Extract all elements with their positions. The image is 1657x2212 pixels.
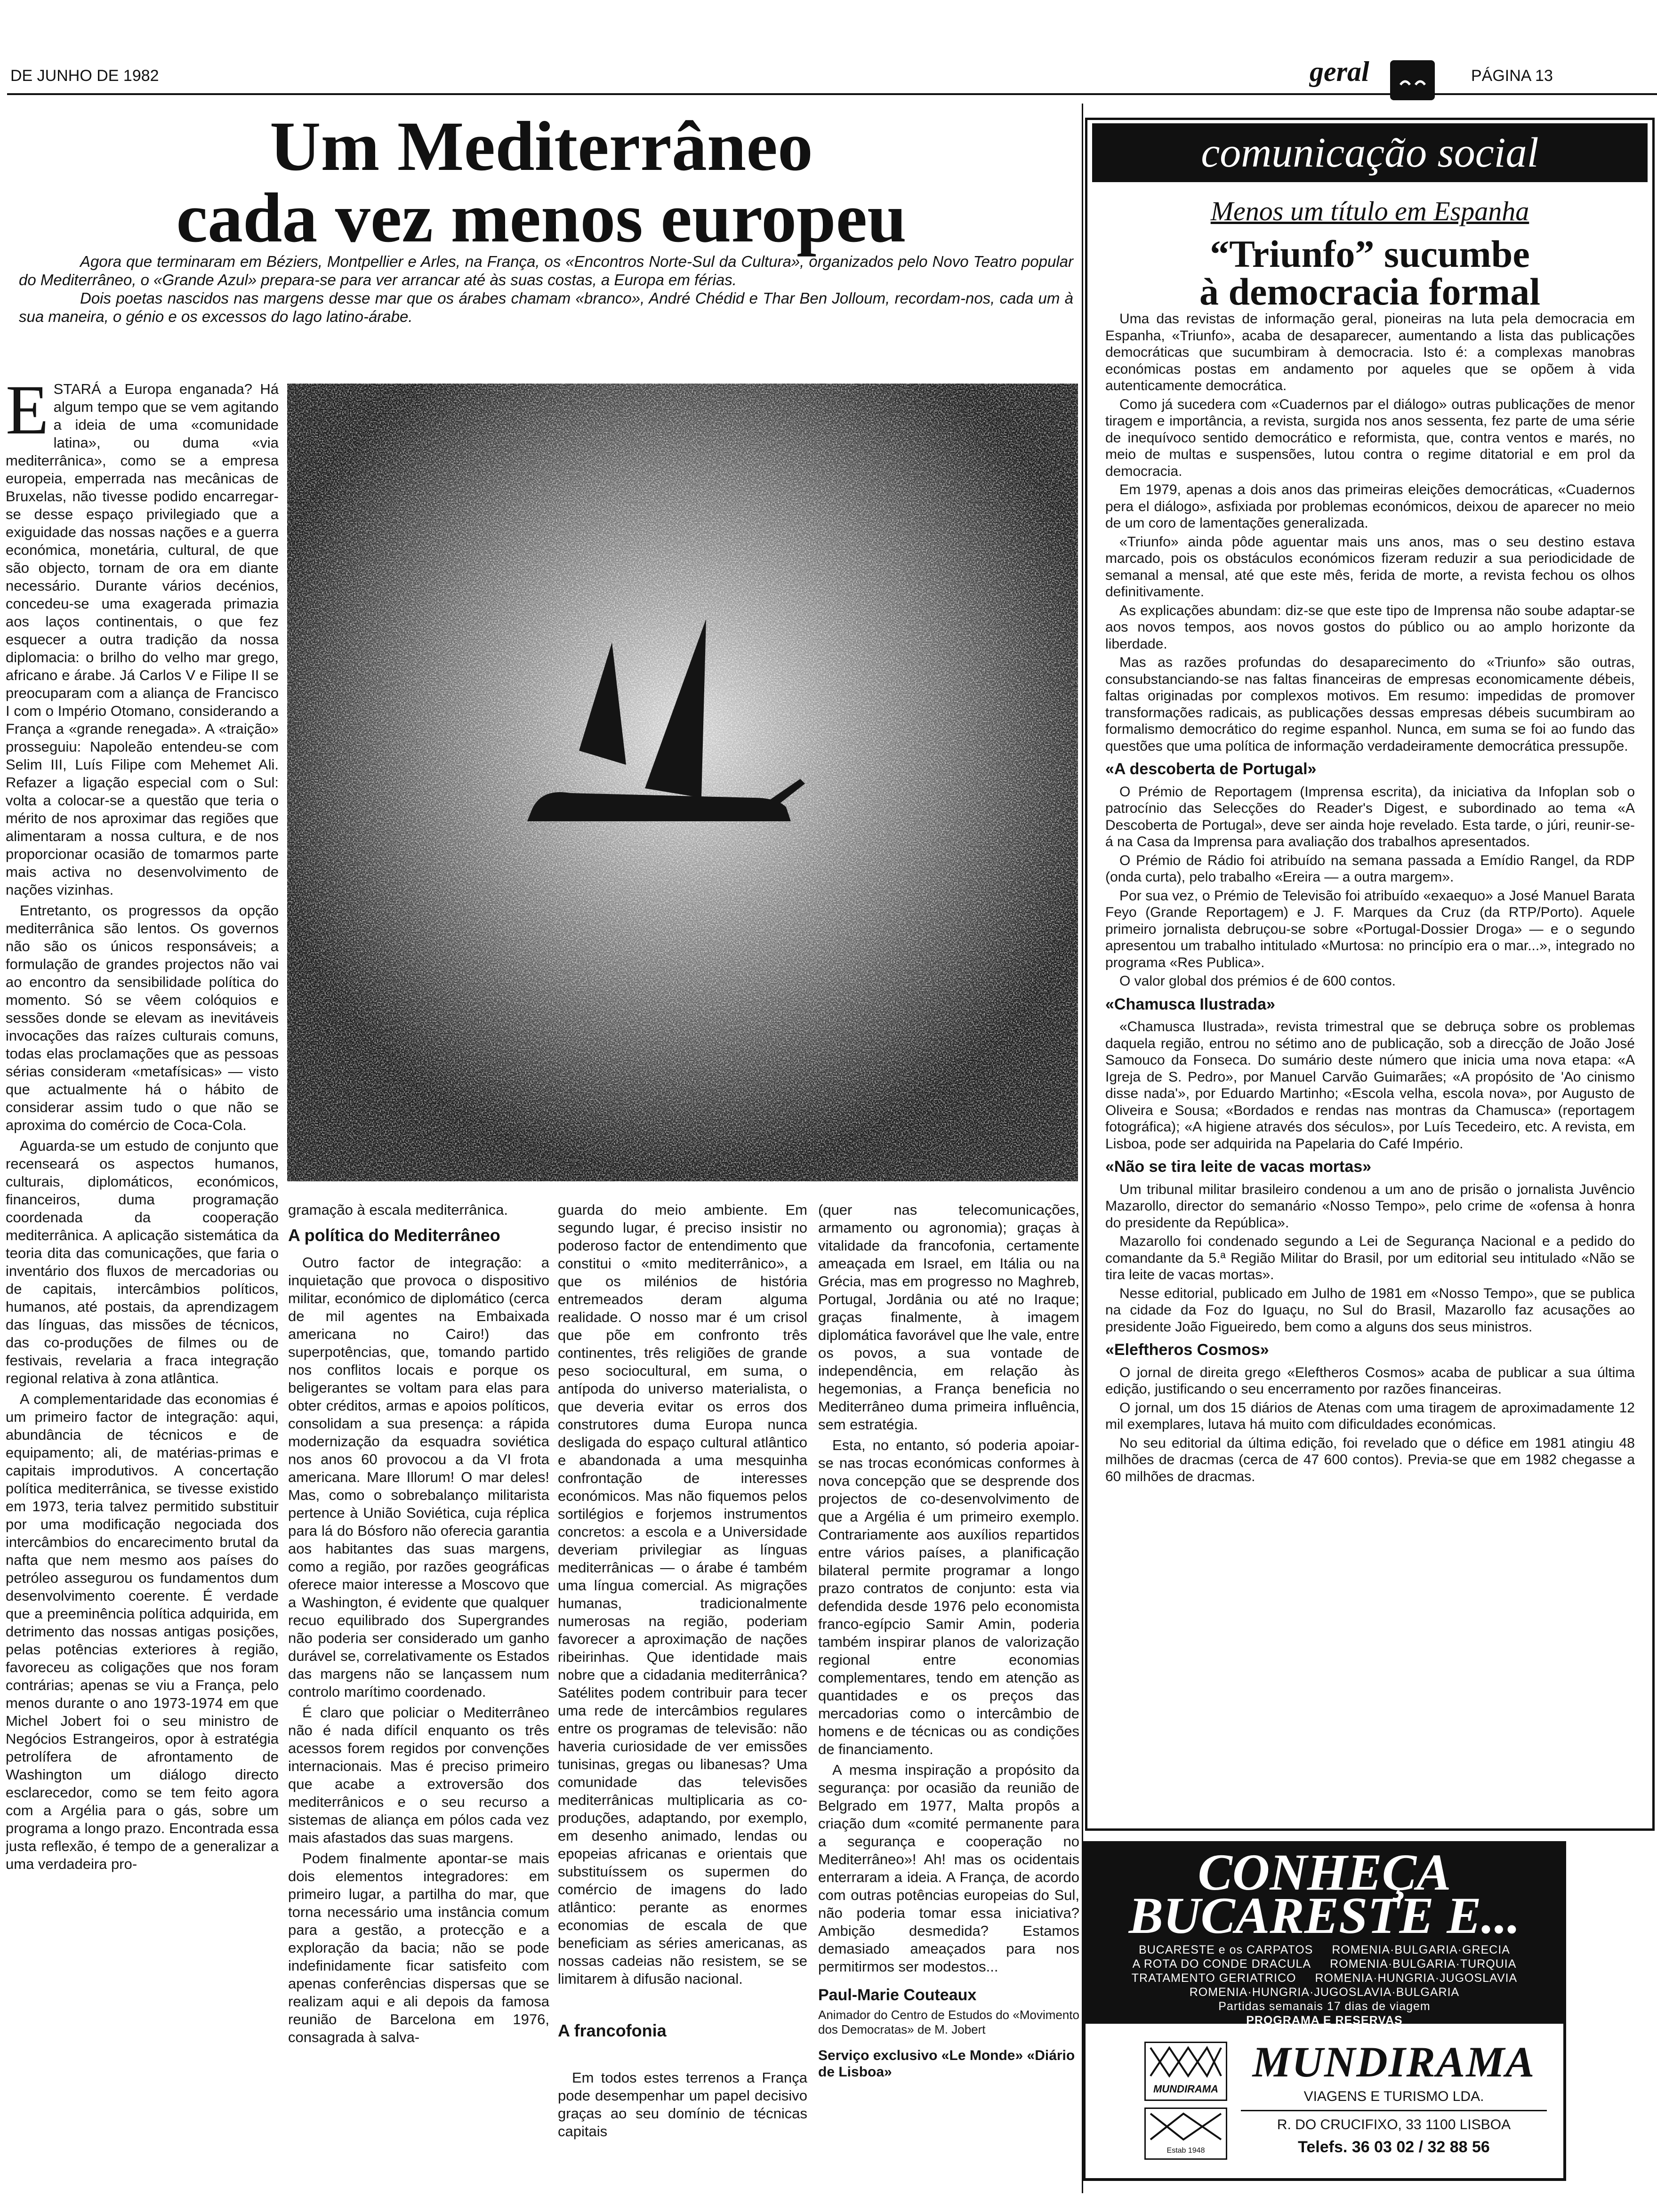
sidebar-kicker: Menos um título em Espanha	[1210, 196, 1529, 226]
sidebar-subheading: «Não se tira leite de vacas mortas»	[1105, 1158, 1372, 1176]
sidebar-paragraph: «Triunfo» ainda pôde aguentar mais uns anos, mas o seu destino estava marcado, pois os obstáculos económicos fizeram reduzir a sua periodicidade de semanal a mensal, até que este mês, ferida de morte, a revista fechou os olhos definitivamente.	[1105, 534, 1635, 600]
ad-tagline: VIAGENS E TURISMO LDA.	[1303, 2089, 1484, 2104]
sidebar-subheading: «Chamusca Ilustrada»	[1105, 995, 1275, 1013]
ad-destination: BUCARESTE e os CARPATOS	[1139, 1943, 1313, 1956]
sidebar-paragraph: No seu editorial da última edição, foi revelado que o défice em 1981 atingiu 48 milhões de dracmas (cerca de 47 600 contos). Previa-se que em 1982 chegasse a 60 milhões de dracmas.	[1105, 1435, 1635, 1484]
sailboat-photo	[287, 384, 1078, 1181]
issue-date: DE JUNHO DE 1982	[10, 67, 159, 85]
sidebar-paragraph: Um tribunal militar brasileiro condenou a um ano de prisão o jornalista Juvêncio Mazarollo, director do semanário «Nosso Tempo», pelo crime de «ofensa à honra do presidente da República».	[1105, 1181, 1635, 1231]
paragraph: Outro factor de integração: a inquietação que provoca o dispositivo militar, económico de diplomático (cerca de mil agentes na Embaixada americana no Cairo!) das superpotências, que, tomando partido nos conflitos locais e porque os beligerantes se voltam para elas para obter créditos, armas e apoios políticos, consolidam a sua presença: a rápida modernização da esquadra soviética nos anos 60 provocou a da VI frota americana. Mare Illorum! O mar deles! Mas, como o sobrebalanço militarista pertence à União Soviética, cuja réplica para lá do Bósforo não oferecia garantia aos habitantes das suas margens, como a região, por razões geográficas oferece maior interesse a Moscovo que a Washington, é evidente que qualquer recuo equilibrado dos Supergrandes não poderia ser considerado um ganho durável se, correlativamente os Estados das margens não se lançassem num controlo marítimo coordenado.	[288, 1254, 549, 1700]
paragraph: guarda do meio ambiente. Em segundo lugar, é preciso insistir no poderoso factor de entendimento que constitui o «mito mediterrânico», a que os milénios de história entremeados deram alguma realidade. O nosso mar é um crisol que põe em confronto três continentes, três religiões de grande peso sociocultural, em suma, o antípoda do universo materialista, o que deveria evitar os erros dos construtores duma Europa nunca desligada do espaço cultural atlântico e abandonada a uma mesquinha confrontação de interesses económicos. Mas não fiquemos pelos sortilégios e forjemos instrumentos concretos: a escola e a Universidade deveriam privilegiar as línguas mediterrânicas — o árabe é também uma língua comercial. As migrações humanas, tradicionalmente numerosas na região, poderiam favorecer a aproximação de nações ribeirinhas. Que identidade mais nobre que a cidadania mediterrânica? Satélites podem contribuir para tecer uma rede de intercâmbios regulares entre os programas de televisão: não haveria curiosidade de ver emissões tunisinas, gregas ou libanesas? Uma comunidade das televisões mediterrânicas multiplicaria as co-produções, adaptando, por exemplo, em desenho animado, lendas ou epopeias africanas e orientais que substituíssem os supermen do comércio de imagens do lado atlântico: perante as enormes economias de escala de que beneficiam as séries americanas, as nossas cadeias não resistem, se se limitarem à difusão nacional.	[558, 1202, 807, 1987]
sidebar-paragraph: O jornal, um dos 15 diários de Atenas com uma tiragem de aproximadamente 12 mil exemplares, lutava há muito com dificuldades económicas.	[1105, 1400, 1635, 1432]
service-credit: Serviço exclusivo «Le Monde» «Diário de Lisboa»	[818, 2048, 1075, 2080]
drop-cap: E	[6, 380, 49, 449]
article-lead	[19, 252, 1073, 326]
sidebar-subheading: «A descoberta de Portugal»	[1105, 760, 1317, 778]
sidebar-title	[1087, 232, 1652, 313]
ad-headline-line1: CONHEÇA	[1198, 1843, 1451, 1901]
ad-banner	[1086, 1843, 1563, 2027]
travel-advertisement	[1083, 1841, 1566, 2181]
sidebar-title-line2: à democracia formal	[1199, 270, 1541, 313]
sidebar-paragraph: As explicações abundam: diz-se que este tipo de Imprensa não soube adaptar-se aos novos tempos, aos novos gostos do público ou ao amplo horizonte da liberdade.	[1105, 602, 1635, 652]
header-rule	[7, 93, 1657, 95]
sidebar-paragraph: O Prémio de Reportagem (Imprensa escrita), da iniciativa da Infoplan sob o patrocínio das Selecções do Reader's Digest, e subordinado ao tema «A Descoberta de Portugal», deve ser ainda hoje revelado. Esta tarde, o júri, reunir-se-á na Casa da Imprensa para avaliação dos trabalhos apresentados.	[1105, 784, 1635, 850]
company-emblem-icon	[1144, 2108, 1227, 2160]
sidebar-body	[1105, 311, 1635, 1817]
article-title-line2: cada vez menos europeu	[176, 179, 907, 257]
article-column-4	[818, 1201, 1079, 2193]
subheading: A francofonia	[558, 2021, 667, 2040]
article-column-3	[558, 1201, 807, 2193]
sidebar-title-line1: “Triunfo” sucumbe	[1210, 232, 1530, 275]
sidebar-paragraph: Uma das revistas de informação geral, pioneiras na luta pela democracia em Espanha, «Triunfo», acaba de desaparecer, aumentando a lista das publicações democráticas que sucumbiram à democracia. Isto é: a complexas manobras económicas postas em andamento por aqueles que se opõem à vida autenticamente democrática.	[1105, 311, 1635, 393]
paragraph: (quer nas telecomunicações, armamento ou agronomia); graças à vitalidade da francofonia, certamente ameaçada em Israel, em Itália ou na Grécia, mas em progresso no Maghreb, Portugal, Jordânia ou até no Iraque; graças finalmente, à imagem diplomática favorável que lhe vale, entre os povos, a sua vontade de independência, em relação às hegemonias, a França beneficia no Mediterrâneo duma primeira influência, sem estratégia.	[818, 1202, 1079, 1433]
article-title-line1: Um Mediterrâneo	[270, 107, 813, 185]
paragraph: Esta, no entanto, só poderia apoiar-se nas trocas económicas conformes à nova concepção que se desprende dos projectos de co-desenvolvimento de que a Argélia é um primeiro exemplo. Contrariamente aos auxílios repartidos entre vários países, a planificação bilateral permite programar a longo prazo contratos de conjunto: esta via defendida desde 1976 pelo economista franco-egípcio Samir Amin, poderia também inspirar planos de valorização regional entre economias complementares, tendo em atenção as quantidades e os preços das mercadorias como o intercâmbio de homens e de técnicas ou as condições de financiamento.	[818, 1437, 1079, 1757]
company-logo-icon	[1144, 2042, 1227, 2101]
paragraph: Em todos estes terrenos a França pode desempenhar um papel decisivo graças ao seu domínio de técnicas capitais	[558, 2069, 807, 2140]
subheading: A política do Mediterrâneo	[288, 1226, 500, 1245]
ad-phones: Telefs. 36 03 02 / 32 88 56	[1298, 2138, 1490, 2156]
ad-departures: Partidas semanais 17 dias de viagem	[1218, 2000, 1431, 2013]
sidebar-paragraph: Como já sucedera com «Cuadernos par el diálogo» outras publicações de menor tiragem e importância, a revista, surgida nos anos sessenta, fez parte de uma série de inequívoco sentido democrático e reformista, que, contra ventos e marés, no meio de multas e suspensões, lutou contra o regime ditatorial e em prol da democracia.	[1105, 396, 1635, 479]
ad-destination: ROMENIA·HUNGRIA·JUGOSLAVIA	[1315, 1972, 1518, 1985]
paragraph: Aguarda-se um estudo de conjunto que recenseará os aspectos humanos, culturais, diplomáticos, económicos, financeiros, duma programação coordenada da cooperação mediterrânica. A aplicação sistemática da teoria dita das comunicações, que faria o inventário dos fluxos de mercadorias ou de capitais, intercâmbios políticos, humanos, até postais, da aprendizagem das línguas, das missões de técnicos, das co-produções de filmes ou de festivais, revelaria a fraca integração regional relativa à zona atlântica.	[6, 1138, 279, 1387]
company-logo-text: MUNDIRAMA	[1153, 2083, 1219, 2095]
article-title	[0, 107, 1083, 257]
sidebar-paragraph: «Chamusca Ilustrada», revista trimestral que se debruça sobre os problemas daquela região, entrou no sétimo ano de publicação, sob a direcção de João José Samouco da Fonseca. Do sumário deste número que inicia uma nova etapa: «A Igreja de S. Pedro», por Manuel Carvão Guimarães; «A propósito de 'Ao cinismo disse nada'», por Eduardo Martinho; «Escola velha, escola nova», por Augusto de Oliveira e Sousa; «Bordados e rendas nas montras da Chamusca» (reportagem fotográfica); «A higiene através dos séculos», por Luís Tecedeiro, etc. A revista, em Lisboa, pode ser adquirida na Papelaria do Café Império.	[1105, 1019, 1635, 1152]
author-bio: Animador do Centro de Estudos do «Movimento dos Democratas» de M. Jobert	[818, 2008, 1079, 2036]
paragraph: A mesma inspiração a propósito da segurança: por ocasião da reunião de Belgrado em 1977, Malta propôs a criação dum «comité permanente para a segurança e cooperação no Mediterrâneo»! Ah! mas os ocidentais enterraram a ideia. A França, de acordo com outras potências europeias do Sul, não poderia tomar essa iniciativa? Ambição desmedida? Estamos demasiado ameaçados para nos permitirmos ser modestos...	[818, 1762, 1079, 1975]
ad-destinations	[1086, 1943, 1563, 2028]
ad-reservations: PROGRAMA E RESERVAS	[1246, 2014, 1403, 2027]
ad-address: R. DO CRUCIFIXO, 33 1100 LISBOA	[1277, 2117, 1511, 2132]
ad-headline	[1086, 1843, 1563, 1944]
article-column-1	[6, 380, 279, 2192]
ad-destination: TRATAMENTO GERIATRICO	[1131, 1972, 1296, 1985]
ad-destination: A ROTA DO CONDE DRACULA	[1132, 1957, 1311, 1971]
article-column-2	[288, 1201, 549, 2193]
paragraph: STARÁ a Europa enganada? Há algum tempo que se vem agitando a ideia de uma «comunidade latina», ou duma «via mediterrânica», como se a empresa europeia, emperrada nas mecânicas de Bruxelas, não tivesse podido encarregar-se desse espaço privilegiado que a exiguidade das nossas nações e a guerra económica, monetária, cultural, de que são objecto, tornam de ora em diante necessário. Durante vários decénios, concedeu-se uma exagerada primazia aos laços continentais, o que fez esquecer a outra tradição da nossa diplomacia: o brilho do velho mar grego, africano e árabe. Já Carlos V e Filipe II se preocuparam com a aliança de Francisco I com o Império Otomano, considerando a França a «grande renegada». A «traição» prosseguiu: Napoleão entendeu-se com Selim III, Luís Filipe com Mehemet Ali. Refazer a ligação especial com o Sul: volta a colocar-se a questão que teria o mérito de nos aproximar das regiões que alimentaram a nossa cultura, e de nos proporcionar ocasião de tomarmos parte mais activa no desenvolvimento de nações vizinhas.	[6, 381, 279, 898]
paragraph: Podem finalmente apontar-se mais dois elementos integradores: em primeiro lugar, a partilha do mar, que torna necessário uma instância comum para a gestão, a protecção e a exploração da bacia; não se pode indefinidamente ficar satisfeito com apenas conferências dispersas que se realizam aqui e ali depois da famosa reunião de Barcelona em 1976, consagrada à salva-	[288, 1850, 549, 2045]
ad-headline-line2: BUCARESTE E...	[1128, 1887, 1520, 1944]
section-name: geral	[1310, 56, 1369, 87]
ad-destination: ROMENIA·BULGARIA·GRECIA	[1332, 1943, 1510, 1956]
ad-rule	[1241, 2110, 1547, 2111]
established-year: Estab 1948	[1166, 2147, 1205, 2155]
ad-brand: MUNDIRAMA	[1252, 2038, 1536, 2086]
paragraph: Entretanto, os progressos da opção mediterrânica são lentos. Os governos não são os únicos responsáveis; a formulação de grandes projectos não vai ao encontro da sensibilidade política do momento. Só se vêem colóquios e sessões donde se elevam as inevitáveis invocações das raízes culturais comuns, todas elas proclamações que as pessoas sérias consideram «metafísicas» — visto que actualmente há o hábito de considerar assim tudo o que não se aproxima do comércio de Coca-Cola.	[6, 902, 279, 1133]
sidebar-paragraph: Mazarollo foi condenado segundo a Lei de Segurança Nacional e a pedido do comandante da 5.ª Região Militar do Brasil, por um editorial seu intitulado «Não se tira leite de vacas mortas».	[1105, 1234, 1635, 1282]
sidebar-paragraph: Nesse editorial, publicado em Julho de 1981 em «Nosso Tempo», que se publica na cidade da Foz do Iguaçu, no Sul do Brasil, Mazarollo faz acusações ao presidente João Figueiredo, bem como a alguns dos seus ministros.	[1105, 1285, 1635, 1335]
ad-destination: ROMENIA·HUNGRIA·JUGOSLAVIA·BULGARIA	[1189, 1986, 1460, 1999]
ad-destination: ROMENIA·BULGARIA·TURQUIA	[1330, 1957, 1517, 1971]
sidebar-paragraph: O valor global dos prémios é de 600 contos.	[1119, 973, 1396, 989]
sidebar-banner: comunicação social	[1092, 123, 1648, 182]
author-name: Paul-Marie Couteaux	[818, 1986, 977, 2004]
paragraph: gramação à escala mediterrânica.	[288, 1202, 508, 1218]
paragraph: É claro que policiar o Mediterrâneo não é nada difícil enquanto os três acessos forem regidos por convenções internacionais. Mas é preciso primeiro que acabe a extroversão dos mediterrânicos e o seu recurso a sistemas de aliança em pólos cada vez mais afastados das suas margens.	[288, 1704, 549, 1846]
sidebar-subheading: «Eleftheros Cosmos»	[1105, 1341, 1269, 1359]
sidebar-paragraph: O Prémio de Rádio foi atribuído na semana passada a Emídio Rangel, da RDP (onda curta), pelo trabalho «Ereira — a outra margem».	[1105, 852, 1635, 885]
paragraph: A complementaridade das economias é um primeiro factor de integração: aqui, abundância de técnicos e de equipamento; ali, de matérias-primas e capitais improdutivos. A concertação política mediterrânica, se tivesse existido em 1973, teria talvez permitido substituir por uma modificação negociada dos intercâmbios do encarecimento brutal da nafta que nem mesmo aos países do petróleo assegurou os fundamentos dum desenvolvimento coerente. É verdade que a preeminência política adquirida, em detrimento das nossas antigas posições, pelas potências exteriores à região, favoreceu as coligações que nos foram contrárias; apenas se viu a França, pelo menos durante o ano 1973-1974 em que Michel Jobert foi o seu ministro de Negócios Estrangeiros, opor à estratégia petrolífera de afrontamento de Washington um diálogo directo esclarecedor, como se tem feito agora com a Argélia para o gás, sobre um programa a longo prazo. Encontrada essa justa reflexão, é tempo de a generalizar a uma verdadeira pro-	[6, 1391, 279, 1872]
sidebar-paragraph: Em 1979, apenas a dois anos das primeiras eleições democráticas, «Cuadernos pera el diálogo», asfixiada por problemas económicos, deixou de aparecer no meio de um coro de lamentações generalizada.	[1105, 482, 1635, 531]
sidebar-paragraph: Por sua vez, o Prémio de Televisão foi atribuído «exaequo» a José Manuel Barata Feyo (Grande Reportagem) e J. F. Marques da Cruz (da RTP/Porto). Aquele primeiro jornalista debruçou-se sobre «Portugal-Dossier Droga» — e o segundo apresentou um trabalho intitulado «Murtosa: no princípio era o mar...», integrado no programa «Res Publica».	[1105, 888, 1635, 970]
page-number: PÁGINA 13	[1471, 67, 1553, 85]
lead-paragraph: Agora que terminaram em Béziers, Montpellier e Arles, na França, os «Encontros Norte-Sul da Cultura», organizados pelo Novo Teatro popular do Mediterrâneo, o «Grande Azul» prepara-se para ver arrancar até às suas costas, a Europa em férias.	[19, 253, 1073, 289]
lead-paragraph: Dois poetas nascidos nas margens desse mar que os árabes chamam «branco», André Chédid e Thar Ben Jolloum, recordam-nos, cada um à sua maneira, o génio e os excessos do lago latino-árabe.	[19, 289, 1073, 325]
sidebar-paragraph: O jornal de direita grego «Eleftheros Cosmos» acaba de publicar a sua última edição, justificando o seu encerramento por razões financeiras.	[1105, 1364, 1635, 1397]
sidebar-paragraph: Mas as razões profundas do desaparecimento do «Triunfo» são outras, consubstanciando-se nas faltas financeiras de empresas economicamente débeis, faltas originadas por complexos motivos. Em resumo: impedidas de promover transformações radicais, as publicações dessas empresas débeis sucumbiram ao formalismo democrático do regime espanhol. Nunca, em suma se foi ao fundo das questões que uma política de informação verdadeiramente democrática pressupõe.	[1105, 655, 1635, 754]
